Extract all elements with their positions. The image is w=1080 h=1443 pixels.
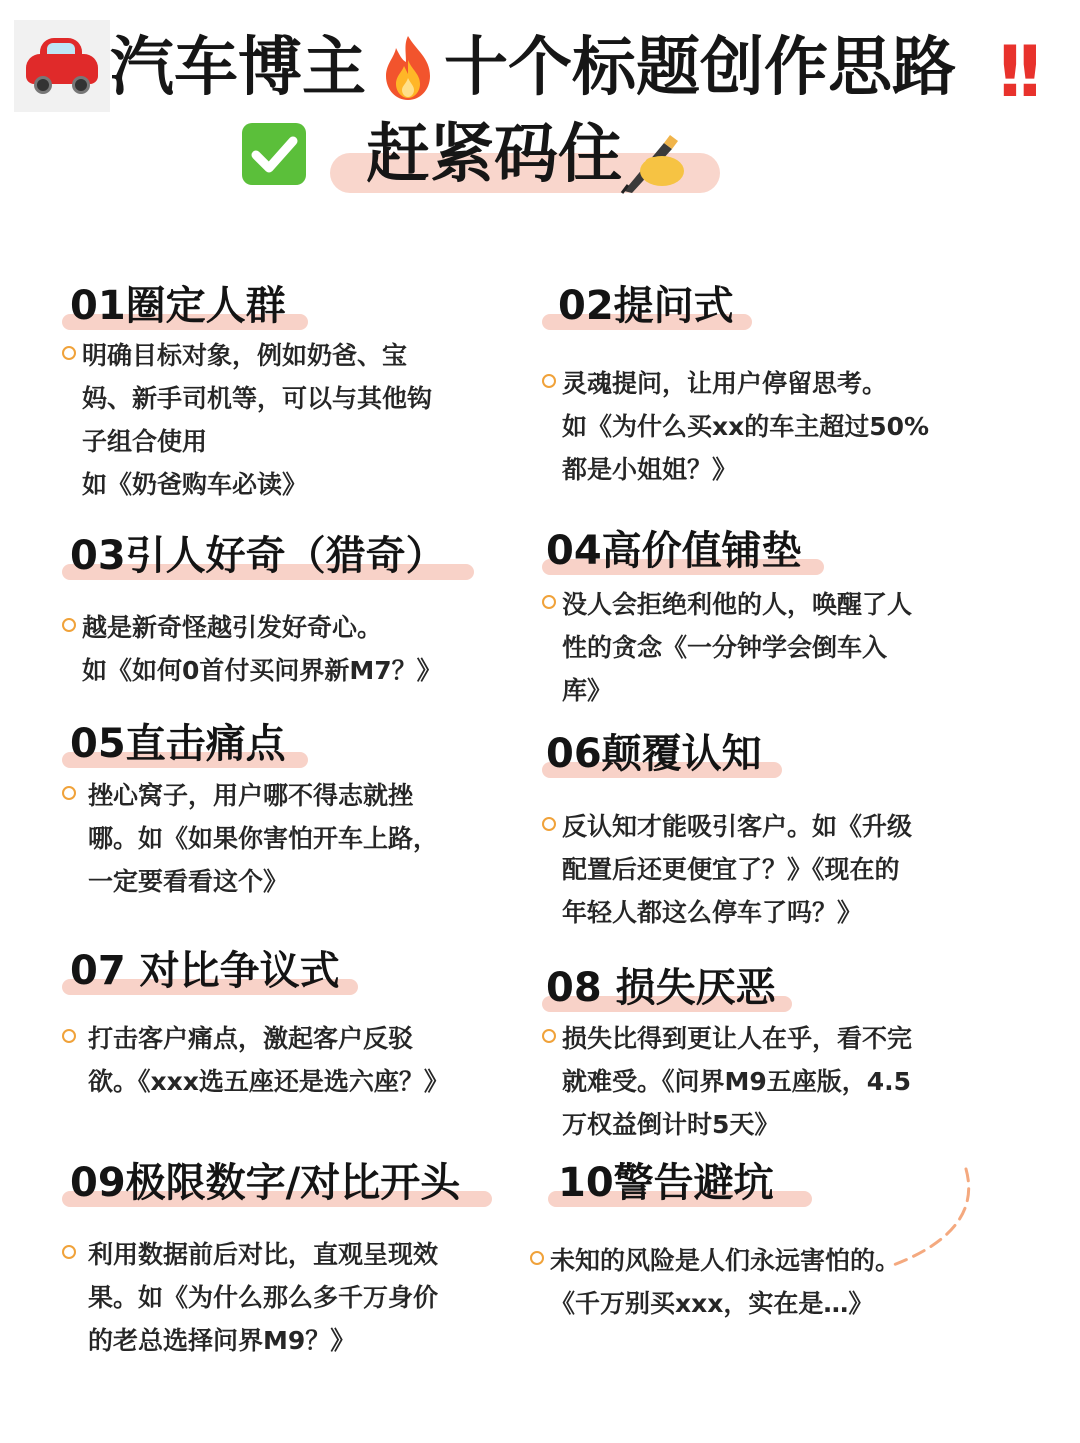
title-row bbox=[14, 20, 1074, 112]
text-line: 利用数据前后对比，直观呈现效 bbox=[88, 1240, 439, 1269]
section-09 bbox=[62, 1157, 522, 1355]
bullet-icon bbox=[542, 817, 556, 831]
section-title: 07 对比争议式 bbox=[70, 948, 340, 994]
subtitle: 赶紧码住 bbox=[366, 118, 622, 192]
text-line: 越是新奇怪越引发好奇心。 bbox=[82, 613, 383, 642]
text-line: 子组合使用 bbox=[82, 427, 208, 456]
section-heading bbox=[62, 530, 522, 586]
text-line: 打击客户痛点，激起客户反驳 bbox=[88, 1024, 414, 1053]
section-text bbox=[88, 1233, 438, 1362]
section-text bbox=[562, 1017, 912, 1146]
page-title: 汽车博主 bbox=[110, 31, 366, 105]
section-06 bbox=[542, 728, 1022, 927]
section-title: 01圈定人群 bbox=[70, 283, 286, 329]
section-08 bbox=[542, 962, 1022, 1139]
bullet-icon bbox=[542, 374, 556, 388]
section-title: 09极限数字/对比开头 bbox=[70, 1160, 461, 1206]
section-02 bbox=[542, 280, 1022, 484]
text-line: 挫心窝子，用户哪不得志就挫 bbox=[88, 781, 414, 810]
subtitle-row bbox=[0, 115, 1080, 200]
fire-icon bbox=[380, 34, 436, 102]
text-line: 就难受。《问界M9五座版，4.5 bbox=[562, 1067, 912, 1096]
text-line: 年轻人都这么停车了吗？》 bbox=[562, 898, 863, 927]
text-line: 果。如《为什么那么多千万身价 bbox=[88, 1283, 439, 1312]
bullet-icon bbox=[62, 786, 76, 800]
section-heading bbox=[62, 718, 522, 774]
section-text bbox=[550, 1239, 900, 1325]
text-line: 库》 bbox=[562, 676, 613, 705]
text-line: 一定要看看这个》 bbox=[88, 867, 289, 896]
bullet-icon bbox=[542, 595, 556, 609]
section-text bbox=[562, 805, 912, 934]
section-text bbox=[82, 606, 442, 692]
page-title-part2: 十个标题创作思路 bbox=[444, 31, 956, 105]
section-text bbox=[82, 334, 432, 506]
text-line: 如《为什么买xx的车主超过50% bbox=[562, 412, 930, 441]
section-title: 02提问式 bbox=[558, 283, 734, 329]
section-03 bbox=[62, 530, 522, 685]
section-title: 08 损失厌恶 bbox=[546, 965, 776, 1011]
text-line: 的老总选择问界M9？》 bbox=[88, 1326, 356, 1355]
writing-hand-icon bbox=[618, 129, 688, 195]
text-line: 明确目标对象，例如奶爸、宝 bbox=[82, 341, 408, 370]
section-title: 10警告避坑 bbox=[558, 1160, 774, 1206]
text-line: 灵魂提问，让用户停留思考。 bbox=[562, 369, 888, 398]
bullet-icon bbox=[62, 346, 76, 360]
section-heading bbox=[542, 962, 1022, 1018]
bullet-icon bbox=[530, 1251, 544, 1265]
section-heading bbox=[542, 525, 1022, 581]
text-line: 如《奶爸购车必读》 bbox=[82, 470, 308, 499]
bullet-icon bbox=[62, 1245, 76, 1259]
bullet-icon bbox=[542, 1029, 556, 1043]
section-title: 03引人好奇（猎奇） bbox=[70, 533, 446, 579]
bullet-icon bbox=[62, 1029, 76, 1043]
section-04 bbox=[542, 525, 1022, 705]
section-07 bbox=[62, 945, 522, 1096]
text-line: 未知的风险是人们永远害怕的。 bbox=[550, 1246, 901, 1275]
section-text bbox=[88, 1017, 449, 1103]
text-line: 哪。如《如果你害怕开车上路， bbox=[88, 824, 439, 853]
section-heading bbox=[542, 728, 1022, 784]
section-text bbox=[88, 774, 438, 903]
text-line: 妈、新手司机等，可以与其他钩 bbox=[82, 384, 433, 413]
text-line: 反认知才能吸引客户。如《升级 bbox=[562, 812, 913, 841]
section-title: 06颠覆认知 bbox=[546, 731, 762, 777]
section-05 bbox=[62, 718, 522, 896]
red-car-icon bbox=[14, 20, 110, 112]
section-text bbox=[562, 583, 912, 712]
text-line: 都是小姐姐？》 bbox=[562, 455, 738, 484]
text-line: 如《如何0首付买问界新M7？》 bbox=[82, 656, 442, 685]
text-line: 万权益倒计时5天》 bbox=[562, 1110, 780, 1139]
text-line: 损失比得到更让人在乎，看不完 bbox=[562, 1024, 913, 1053]
text-line: 没人会拒绝利他的人，唤醒了人 bbox=[562, 590, 913, 619]
check-mark-icon bbox=[242, 123, 306, 185]
bullet-icon bbox=[62, 618, 76, 632]
section-title: 04高价值铺垫 bbox=[546, 528, 802, 574]
section-heading bbox=[542, 280, 1022, 336]
text-line: 性的贪念《一分钟学会倒车入 bbox=[562, 633, 888, 662]
text-line: 《千万别买xxx，实在是…》 bbox=[550, 1289, 874, 1318]
section-01 bbox=[62, 280, 522, 499]
section-heading bbox=[62, 945, 522, 1001]
text-line: 配置后还更便宜了？》《现在的 bbox=[562, 855, 900, 884]
dashed-curve-decoration bbox=[880, 1165, 990, 1285]
section-text bbox=[562, 362, 929, 491]
text-line: 欲。《xxx选五座还是选六座？》 bbox=[88, 1067, 449, 1096]
section-heading bbox=[62, 1157, 522, 1213]
section-title: 05直击痛点 bbox=[70, 721, 286, 767]
double-exclamation-icon: !! bbox=[994, 31, 1034, 113]
section-heading bbox=[62, 280, 522, 336]
